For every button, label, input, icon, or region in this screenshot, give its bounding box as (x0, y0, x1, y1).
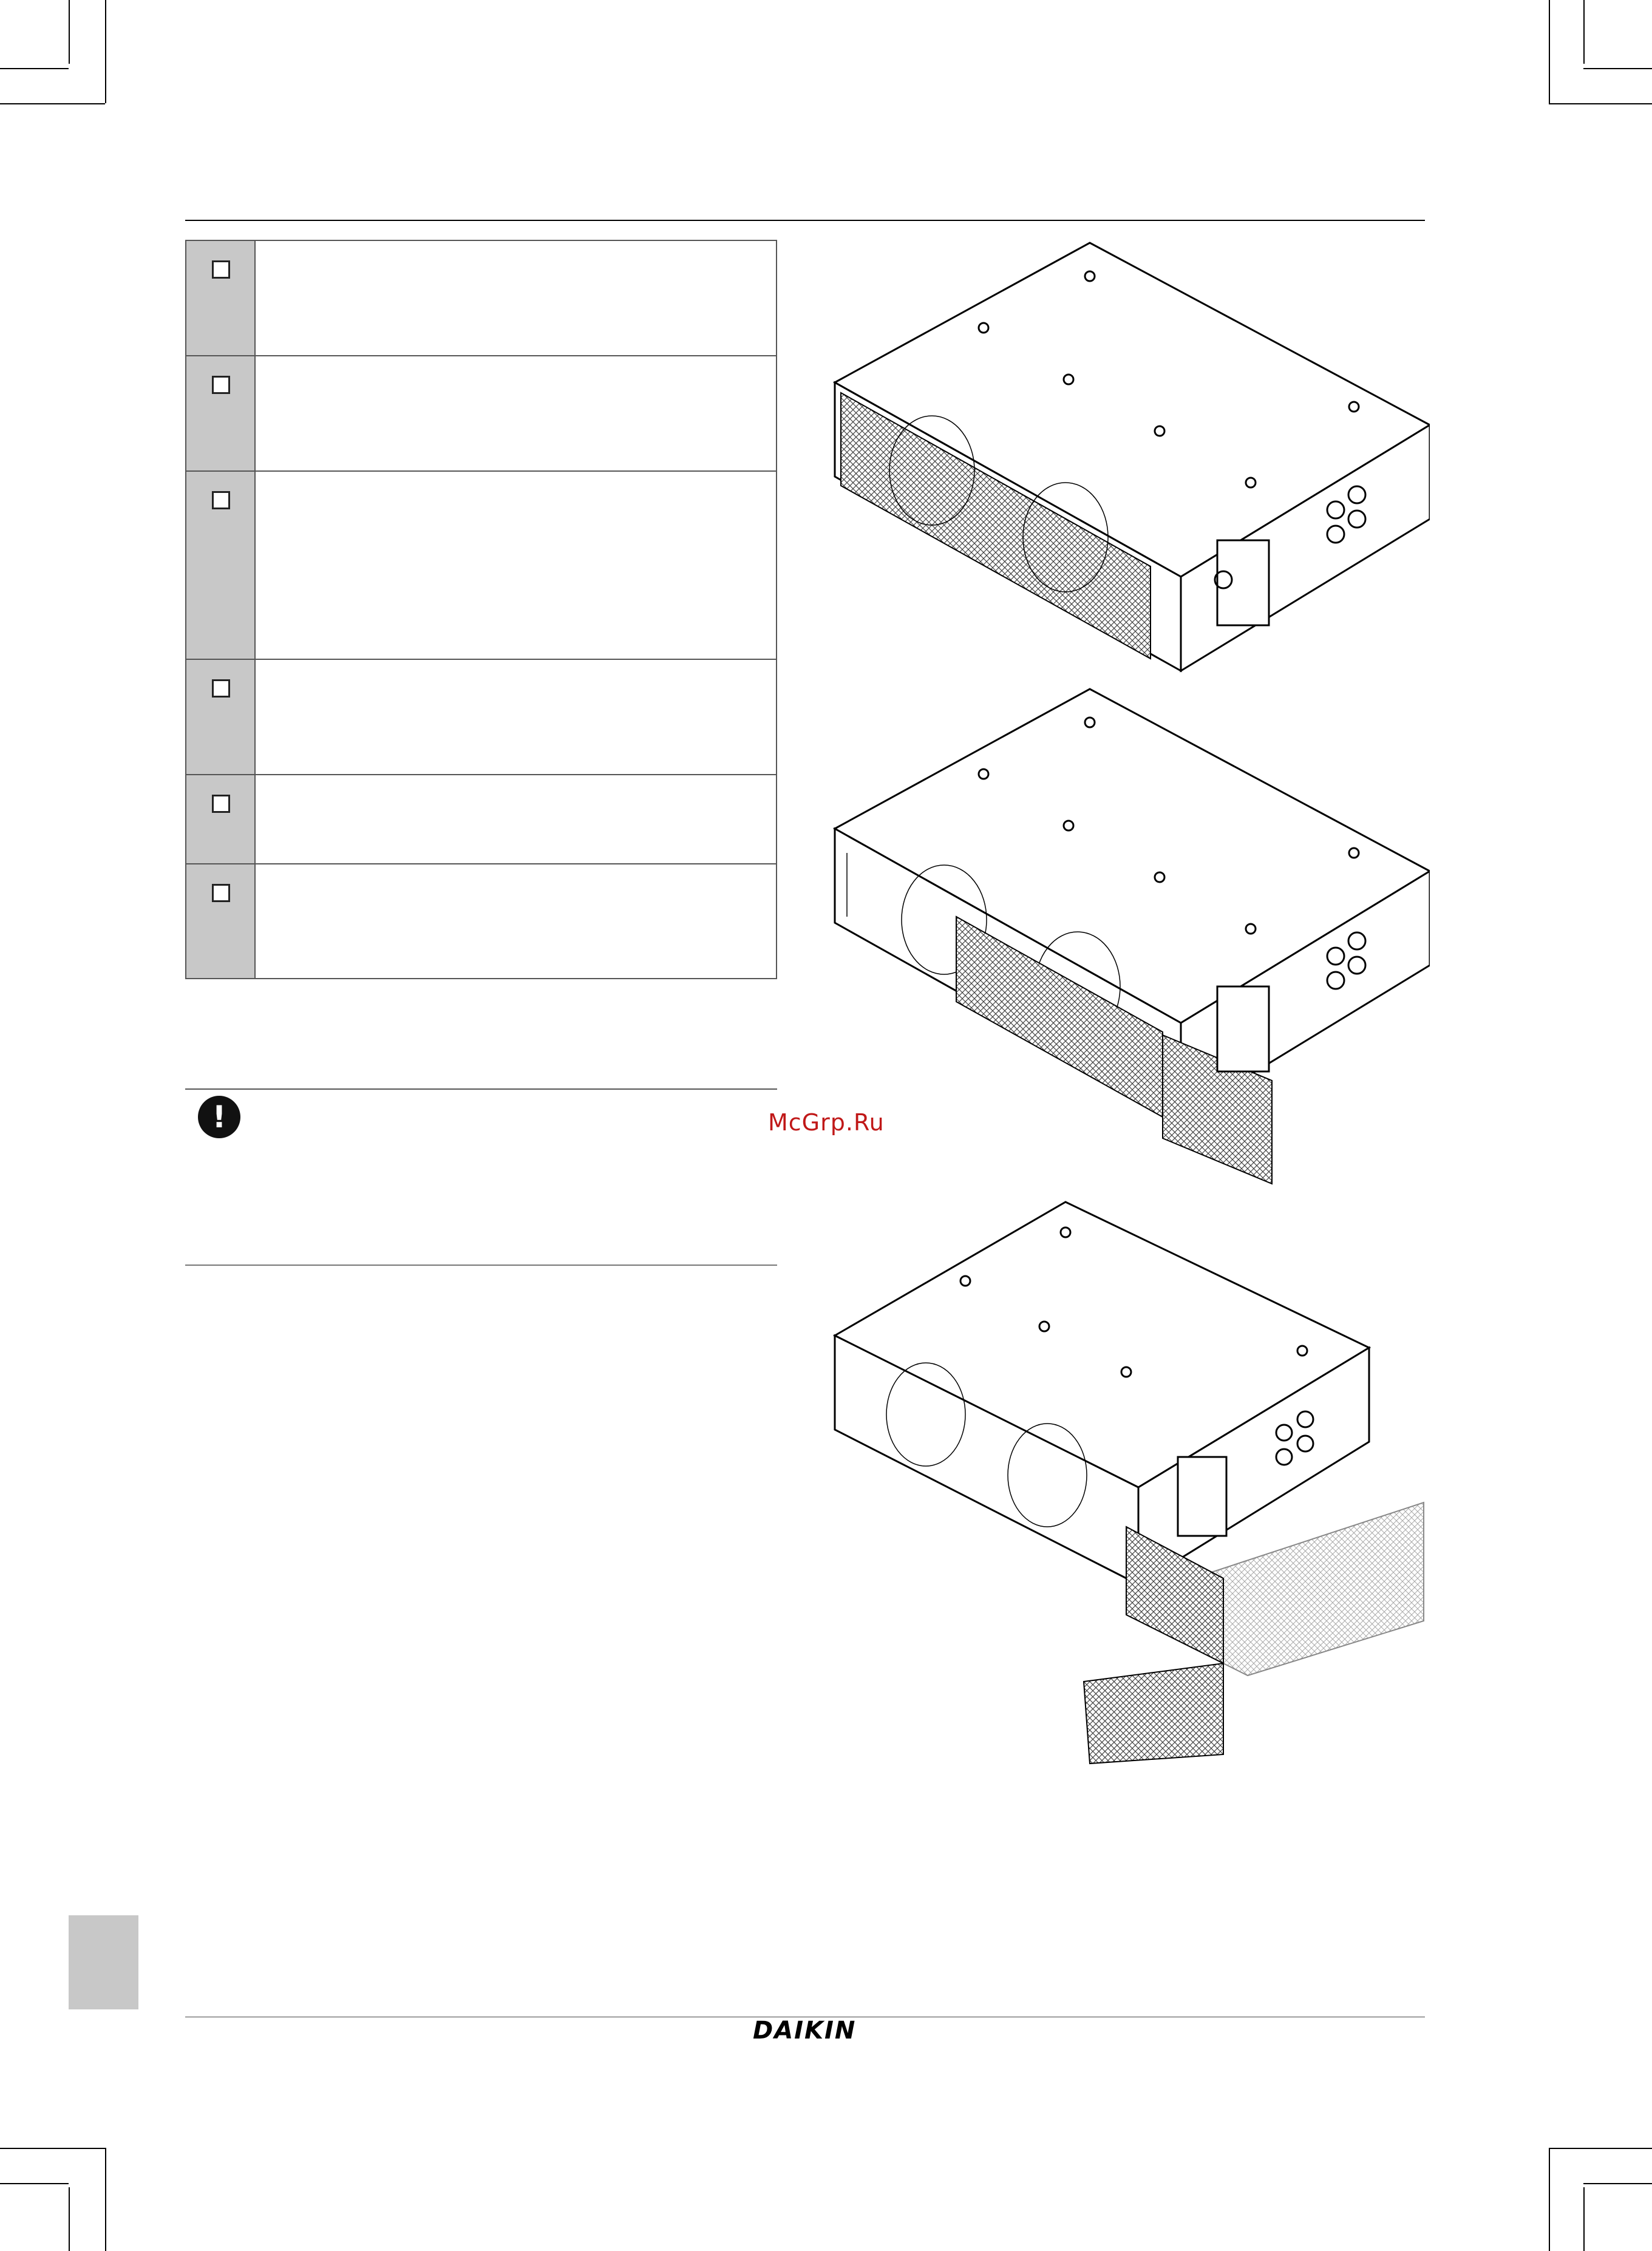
checklist-row (186, 660, 776, 775)
air-filter-ghost (1211, 1502, 1424, 1676)
crop-mark (1583, 0, 1585, 64)
crop-mark (1583, 2183, 1652, 2184)
checklist-text (256, 472, 776, 659)
figure-unit-filter-sliding-out (823, 677, 1430, 1187)
figure-unit-filter-removed (823, 1196, 1430, 1770)
crop-mark (0, 103, 105, 104)
checkbox[interactable] (212, 260, 230, 279)
checkbox-cell (186, 356, 256, 470)
crop-mark (1583, 68, 1652, 69)
figure-unit-with-filter-installed (823, 234, 1430, 677)
crop-mark (1583, 2187, 1585, 2251)
notice-bottom-rule (185, 1265, 777, 1266)
checklist-text (256, 775, 776, 863)
crop-mark (1549, 0, 1550, 103)
exclamation-icon: ! (198, 1096, 240, 1138)
checklist-text (256, 660, 776, 774)
checkbox-cell (186, 472, 256, 659)
electrical-box (1217, 986, 1269, 1071)
side-tab (69, 1915, 138, 2009)
daikin-logo: DAIKIN (753, 2017, 857, 2045)
checkbox-cell (186, 864, 256, 978)
electrical-box (1217, 540, 1269, 625)
checkbox-cell (186, 660, 256, 774)
crop-mark (69, 2187, 70, 2251)
crop-mark (105, 2148, 106, 2251)
checklist-text (256, 241, 776, 355)
watermark: McGrp.Ru (768, 1109, 885, 1136)
crop-mark (1549, 2148, 1550, 2251)
checklist-row (186, 356, 776, 472)
crop-mark (0, 68, 69, 69)
crop-mark (0, 2183, 69, 2184)
crop-mark (105, 0, 106, 103)
header-rule (185, 220, 1425, 221)
electrical-box (1178, 1457, 1226, 1536)
checkbox[interactable] (212, 679, 230, 698)
checkbox[interactable] (212, 884, 230, 902)
crop-mark (69, 0, 70, 64)
checklist-row (186, 864, 776, 978)
checklist-text (256, 356, 776, 470)
checkbox-cell (186, 775, 256, 863)
checklist-text (256, 864, 776, 978)
checklist-row (186, 472, 776, 660)
checkbox-cell (186, 241, 256, 355)
crop-mark (0, 2148, 105, 2149)
checkbox[interactable] (212, 376, 230, 394)
checkbox[interactable] (212, 795, 230, 813)
checklist-row (186, 775, 776, 864)
checkbox[interactable] (212, 491, 230, 509)
checklist-table (185, 240, 777, 979)
notice-top-rule (185, 1088, 777, 1090)
air-filter (1084, 1663, 1223, 1764)
crop-mark (1549, 103, 1652, 104)
checklist-row (186, 241, 776, 356)
crop-mark (1549, 2148, 1652, 2149)
